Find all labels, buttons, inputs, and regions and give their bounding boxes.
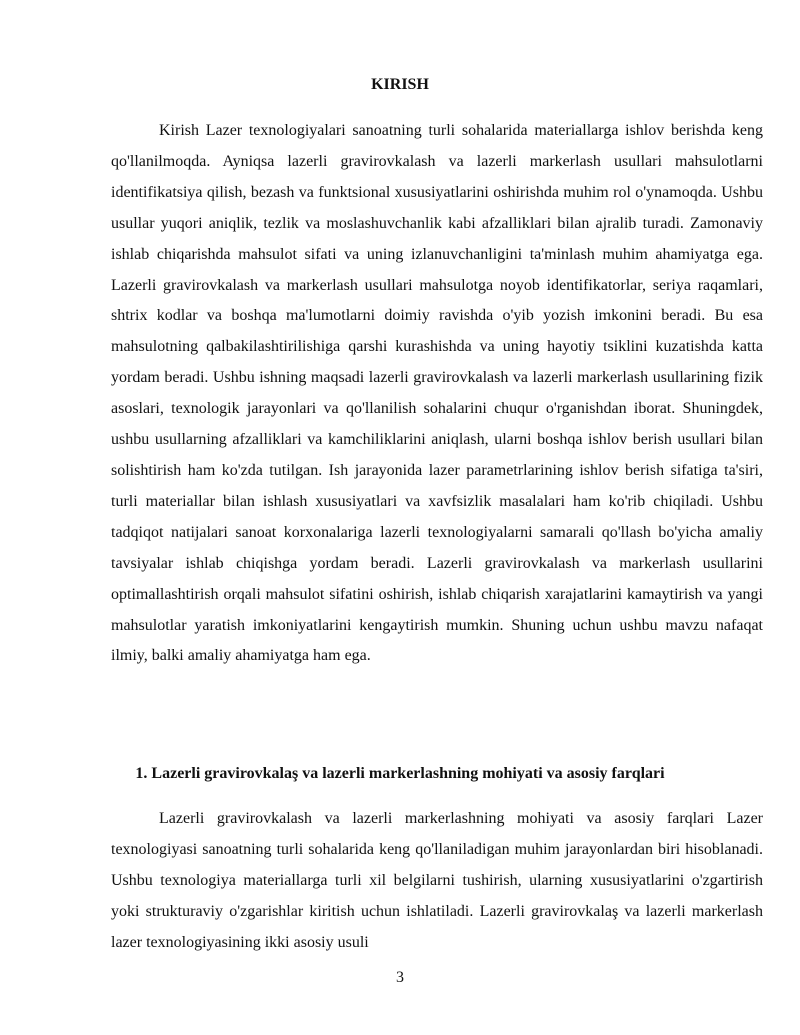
section-heading: 1. Lazerli gravirovkalaş va lazerli markerlashning mohiyati va asosiy farqlari: [135, 765, 665, 782]
page-title: KIRISH: [371, 76, 429, 93]
section-paragraph: Lazerli gravirovkalash va lazerli markerlashning mohiyati va asosiy farqlari Lazer texnologiyasi sanoatning turli sohalarida keng qo'llaniladigan muhim jarayonlardan biri hisoblanadi. Ushbu texnologiya materiallarga turli xil belgilarni tushirish, ularning xususiyatlarini o'zgartirish yoki strukturaviy o'zgarishlar kiritish uchun ishlatiladi. Lazerli gravirovkalaş va lazerli markerlash lazer texnologiyasining ikki asosiy usuli: [111, 810, 763, 951]
intro-paragraph: Kirish Lazer texnologiyalari sanoatning turli sohalarida materiallarga ishlov berishda keng qo'llanilmoqda. Ayniqsa lazerli gravirovkalash va lazerli markerlash usullari mahsulotlarni identifikatsiya qilish, bezash va funktsional xususiyatlarini oshirishda muhim rol o'ynamoqda. Ushbu usullar yuqori aniqlik, tezlik va moslashuvchanlik kabi afzalliklari bilan ajralib turadi. Zamonaviy ishlab chiqarishda mahsulot sifati va uning izlanuvchanligini ta'minlash muhim ahamiyatga ega. Lazerli gravirovkalash va markerlash usullari mahsulotga noyob identifikatorlar, seriya raqamlari, shtrix kodlar va boshqa ma'lumotlarni doimiy ravishda o'yib yozish imkonini beradi. Bu esa mahsulotning qalbakilashtirilishiga qarshi kurashishda va uning hayotiy tsiklini kuzatishda katta yordam beradi. Ushbu ishning maqsadi lazerli gravirovkalash va lazerli markerlash usullarining fizik asoslari, texnologik jarayonlari va qo'llanilish sohalarini chuqur o'rganishdan iborat. Shuningdek, ushbu usullarning afzalliklari va kamchiliklarini aniqlash, ularni boshqa ishlov berish usullari bilan solishtirish ham ko'zda tutilgan. Ish jarayonida lazer parametrlarining ishlov berish sifatiga ta'siri, turli materiallar bilan ishlash xususiyatlari va xavfsizlik masalalari ham ko'rib chiqiladi. Ushbu tadqiqot natijalari sanoat korxonalariga lazerli texnologiyalarni samarali qo'llash bo'yicha amaliy tavsiyalar ishlab chiqishga yordam beradi. Lazerli gravirovkalash va markerlash usullarini optimallashtirish orqali mahsulot sifatini oshirish, ishlab chiqarish xarajatlarini kamaytirish va yangi mahsulotlar yaratish imkoniyatlarini kengaytirish mumkin. Shuning uchun ushbu mavzu nafaqat ilmiy, balki amaliy ahamiyatga ham ega.: [111, 122, 763, 665]
page-number: 3: [396, 969, 404, 986]
